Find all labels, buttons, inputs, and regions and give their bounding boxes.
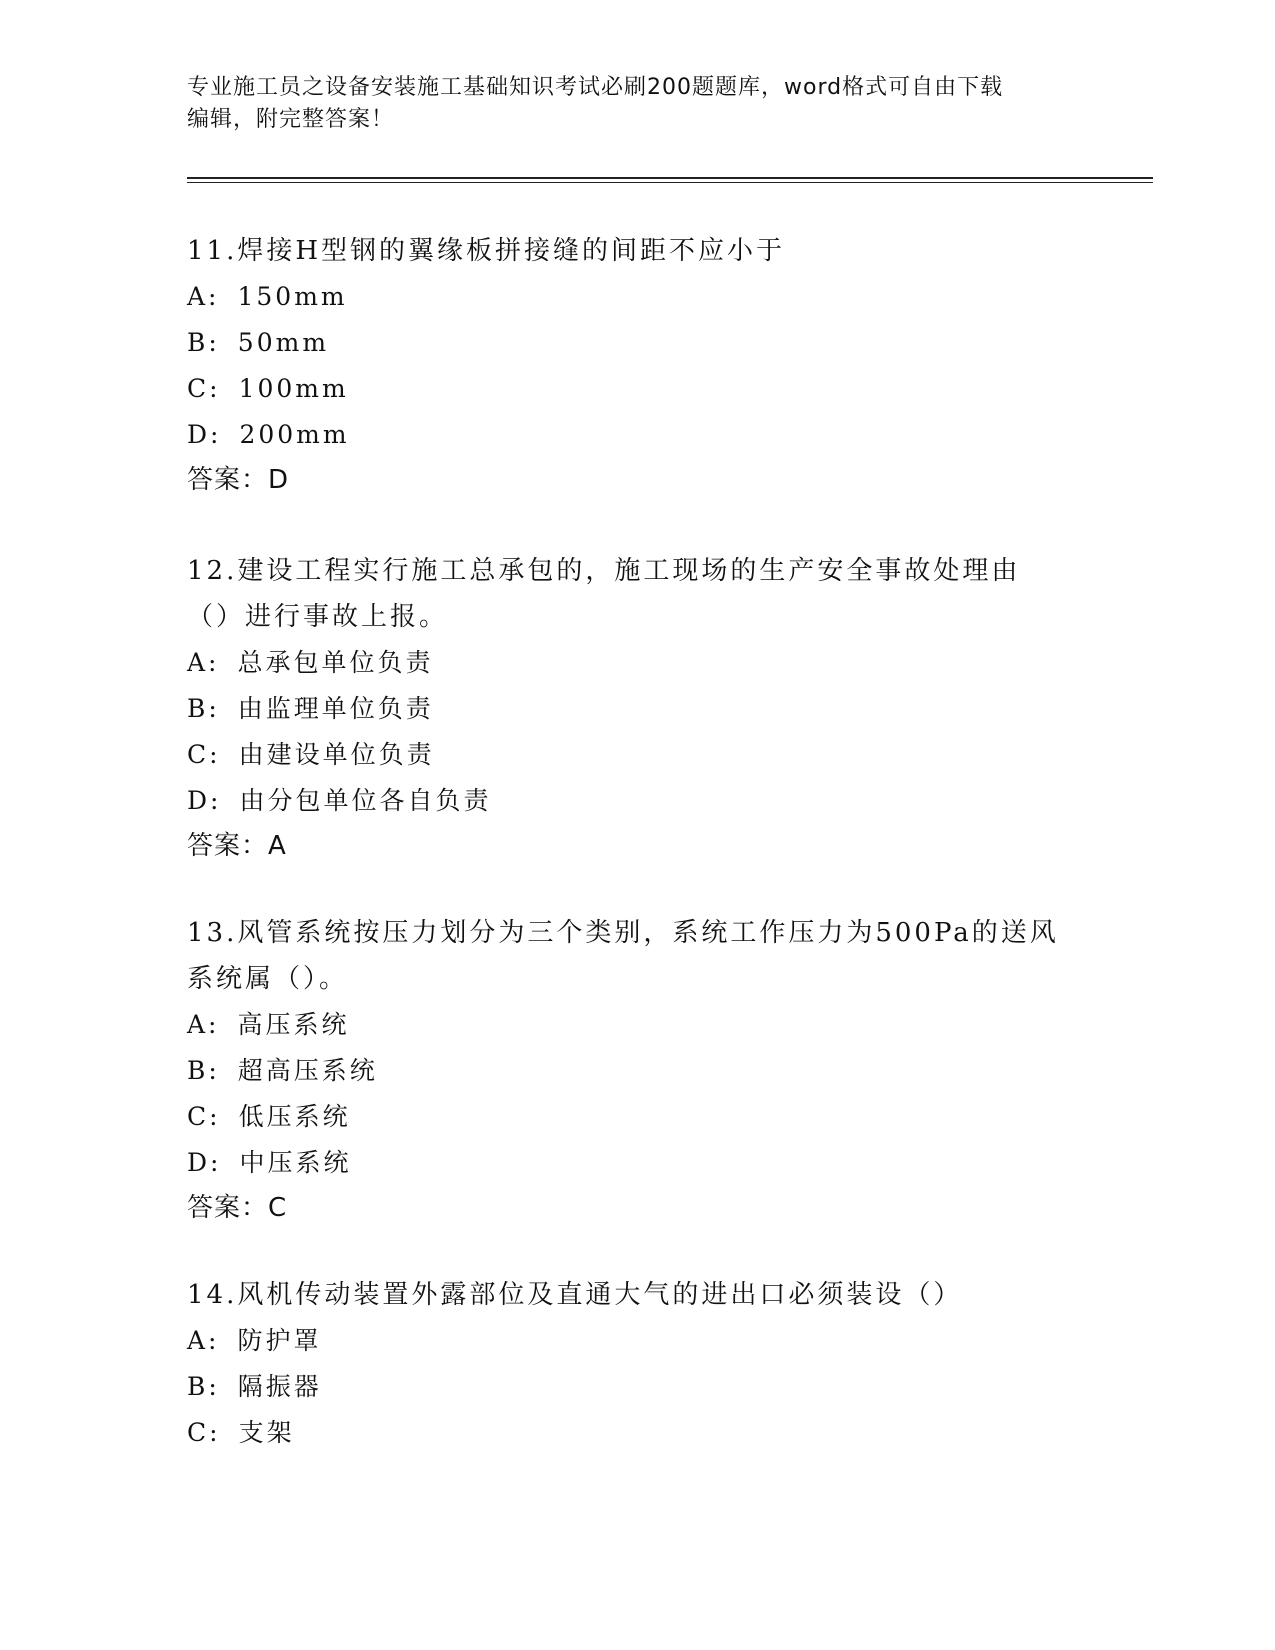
option-b — [187, 1364, 1087, 1410]
option-letter: B: — [187, 694, 220, 723]
option-text: 防护罩 — [237, 1326, 322, 1355]
option-text: 由监理单位负责 — [237, 694, 434, 723]
option-letter: A: — [187, 282, 220, 311]
option-text: 中压系统 — [239, 1148, 352, 1177]
option-letter: D: — [187, 1148, 222, 1177]
question-12 — [187, 548, 1037, 868]
option-letter: A: — [187, 1326, 220, 1355]
option-text: 100mm — [238, 374, 349, 403]
option-letter: D: — [187, 420, 222, 449]
option-b — [187, 1048, 1067, 1094]
answer-line: 答案：D — [187, 465, 290, 495]
option-d — [187, 412, 1087, 458]
question-14 — [187, 1272, 1087, 1456]
header-line-1: 专业施工员之设备安装施工基础知识考试必刷200题题库，word格式可自由下载 — [187, 75, 1004, 100]
option-text: 超高压系统 — [237, 1056, 378, 1085]
answer-line: 答案：C — [187, 1193, 288, 1223]
option-letter: B: — [187, 328, 220, 357]
option-a — [187, 1318, 1087, 1364]
option-letter: C: — [187, 1418, 221, 1447]
option-letter: C: — [187, 374, 221, 403]
option-c — [187, 1094, 1067, 1140]
option-text: 200mm — [239, 420, 350, 449]
option-c — [187, 366, 1087, 412]
answer-line: 答案：A — [187, 831, 287, 861]
option-letter: A: — [187, 1010, 220, 1039]
document-header — [187, 72, 1067, 136]
option-b — [187, 686, 1037, 732]
question-13 — [187, 910, 1067, 1230]
option-text: 总承包单位负责 — [237, 648, 434, 677]
option-c — [187, 1410, 1087, 1456]
option-text: 隔振器 — [237, 1372, 322, 1401]
option-a — [187, 274, 1087, 320]
option-d — [187, 1140, 1067, 1186]
option-letter: D: — [187, 786, 222, 815]
option-letter: A: — [187, 648, 220, 677]
option-text: 高压系统 — [237, 1010, 350, 1039]
option-text: 150mm — [237, 282, 348, 311]
option-a — [187, 1002, 1067, 1048]
option-d — [187, 778, 1037, 824]
option-letter: C: — [187, 1102, 221, 1131]
header-line-2: 编辑，附完整答案！ — [187, 107, 395, 132]
option-text: 由建设单位负责 — [238, 740, 435, 769]
option-letter: C: — [187, 740, 221, 769]
question-title: 11.焊接H型钢的翼缘板拼接缝的间距不应小于 — [187, 236, 786, 266]
option-text: 低压系统 — [238, 1102, 351, 1131]
question-title: 14.风机传动装置外露部位及直通大气的进出口必须装设（） — [187, 1280, 963, 1310]
header-divider-thin — [187, 182, 1153, 183]
question-title: 13.风管系统按压力划分为三个类别，系统工作压力为500Pa的送风系统属（）。 — [187, 918, 1059, 994]
option-c — [187, 732, 1037, 778]
question-title: 12.建设工程实行施工总承包的，施工现场的生产安全事故处理由（）进行事故上报。 — [187, 556, 1021, 632]
question-11 — [187, 228, 1087, 502]
option-text: 50mm — [237, 328, 330, 357]
option-text: 支架 — [238, 1418, 295, 1447]
option-a — [187, 640, 1037, 686]
option-letter: B: — [187, 1372, 220, 1401]
option-letter: B: — [187, 1056, 220, 1085]
option-b — [187, 320, 1087, 366]
option-text: 由分包单位各自负责 — [239, 786, 492, 815]
header-divider-thick — [187, 177, 1153, 179]
